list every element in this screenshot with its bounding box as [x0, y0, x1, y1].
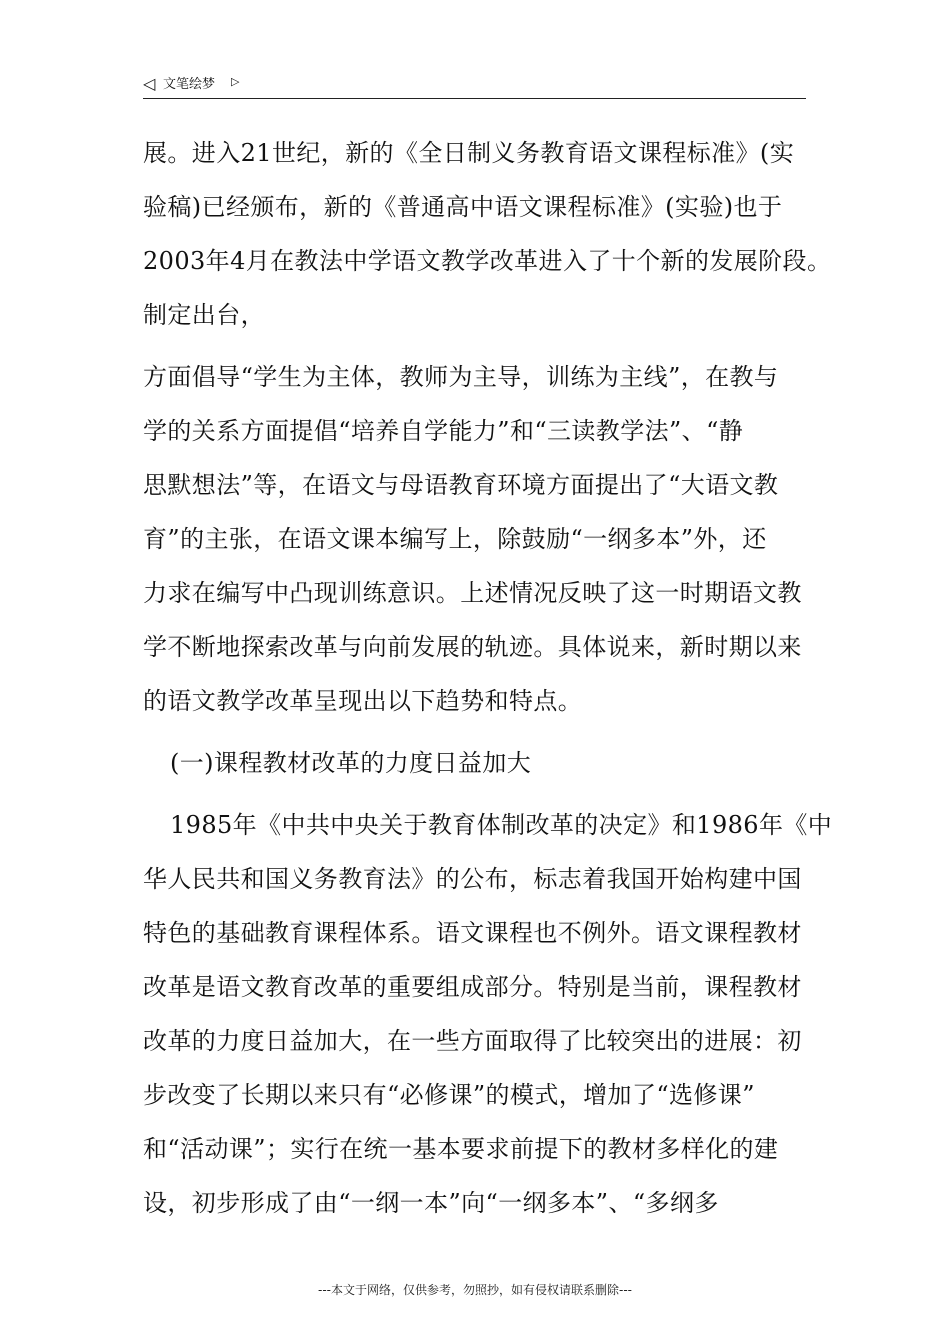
- left-triangle-icon: ◁: [143, 74, 156, 93]
- text-line: 验稿)已经颁布，新的《普通高中语文课程标准》(实验)也于: [143, 193, 783, 221]
- text-line: 制定出台，: [143, 301, 265, 329]
- text-line: 学的关系方面提倡“培养自学能力”和“三读教学法”、“静: [143, 417, 744, 445]
- section-heading: (一)课程教材改革的力度日益加大: [170, 749, 532, 777]
- text-line: 思默想法”等，在语文与母语教育环境方面提出了“大语文教: [143, 471, 779, 499]
- text-line: 和“活动课”；实行在统一基本要求前提下的教材多样化的建: [143, 1135, 779, 1163]
- text-line: 的语文教学改革呈现出以下趋势和特点。: [143, 687, 583, 715]
- text-line: 展。进入21世纪，新的《全日制义务教育语文课程标准》(实: [143, 139, 795, 167]
- text-line: 华人民共和国义务教育法》的公布，标志着我国开始构建中国: [143, 865, 802, 893]
- document-body: [143, 126, 833, 1230]
- text-line: 方面倡导“学生为主体，教师为主导，训练为主线”，在教与: [143, 363, 779, 391]
- text-line: 1985年《中共中央关于教育体制改革的决定》和1986年《中: [170, 811, 833, 839]
- page-footer: ---本文于网络，仅供参考，勿照抄，如有侵权请联系删除---: [318, 1283, 632, 1297]
- header-brand: 文笔绘梦: [163, 77, 216, 92]
- text-line: 2003年4月在教法中学语文教学改革进入了十个新的发展阶段。: [143, 247, 832, 275]
- paragraph-3: [143, 798, 833, 1230]
- text-line: 特色的基础教育课程体系。语文课程也不例外。语文课程教材: [143, 919, 802, 947]
- text-line: 力求在编写中凸现训练意识。上述情况反映了这一时期语文教: [143, 579, 802, 607]
- paragraph-2: [143, 350, 813, 728]
- text-line: 设，初步形成了由“一纲一本”向“一纲多本”、“多纲多: [143, 1189, 719, 1217]
- text-line: 改革的力度日益加大，在一些方面取得了比较突出的进展：初: [143, 1027, 802, 1055]
- text-line: 育”的主张，在语文课本编写上，除鼓励“一纲多本”外，还: [143, 525, 767, 553]
- text-line: 学不断地探索改革与向前发展的轨迹。具体说来，新时期以来: [143, 633, 802, 661]
- page-header: [143, 74, 806, 99]
- text-line: 步改变了长期以来只有“必修课”的模式，增加了“选修课”: [143, 1081, 755, 1109]
- text-line: 改革是语文教育改革的重要组成部分。特别是当前，课程教材: [143, 973, 802, 1001]
- right-triangle-icon: ▷: [231, 75, 240, 88]
- paragraph-1: [143, 126, 832, 342]
